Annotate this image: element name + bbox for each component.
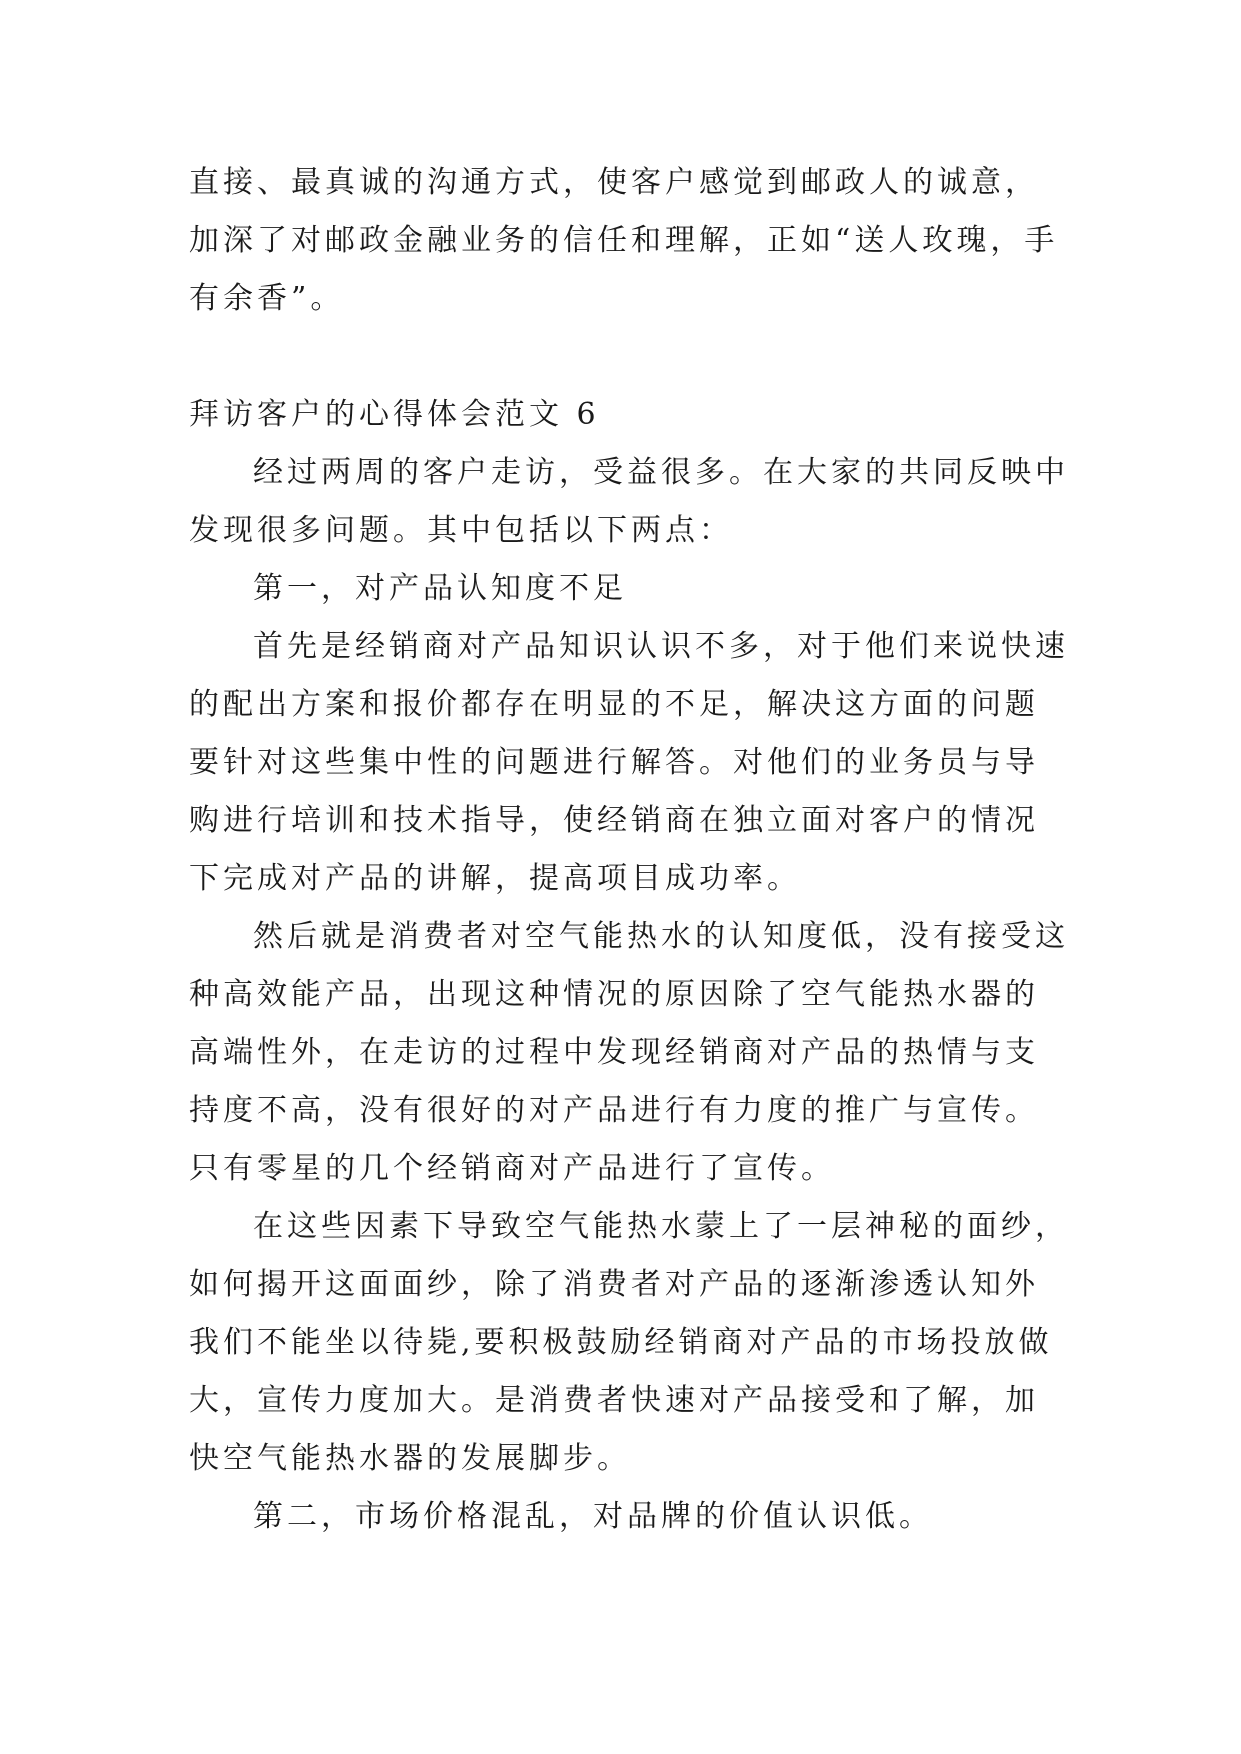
- paragraph-4: 然后就是消费者对空气能热水的认知度低，没有接受这种高效能产品，出现这种情况的原因除了空气能热水器的高端性外，在走访的过程中发现经销商对产品的热情与支持度不高，没有很好的对产品进行有力度的推广与宣传。只有零星的几个经销商对产品进行了宣传。: [189, 919, 1069, 1186]
- section-heading: [189, 386, 1069, 444]
- section-body: [189, 444, 1069, 1546]
- intro-paragraph: [189, 154, 1069, 328]
- paragraph-1: 经过两周的客户走访，受益很多。在大家的共同反映中发现很多问题。其中包括以下两点：: [189, 455, 1069, 548]
- paragraph-6-heading: 第二，市场价格混乱，对品牌的价值认识低。: [253, 1499, 933, 1534]
- intro-text: 直接、最真诚的沟通方式，使客户感觉到邮政人的诚意，加深了对邮政金融业务的信任和理解，正如“送人玫瑰，手有余香”。: [189, 165, 1059, 316]
- section-title: 拜访客户的心得体会范文 6: [189, 397, 600, 432]
- paragraph-3: 首先是经销商对产品知识认识不多，对于他们来说快速的配出方案和报价都存在明显的不足，解决这方面的问题要针对这些集中性的问题进行解答。对他们的业务员与导购进行培训和技术指导，使经销商在独立面对客户的情况下完成对产品的讲解，提高项目成功率。: [189, 629, 1069, 896]
- paragraph-5: 在这些因素下导致空气能热水蒙上了一层神秘的面纱，如何揭开这面面纱，除了消费者对产品的逐渐渗透认知外我们不能坐以待毙,要积极鼓励经销商对产品的市场投放做大，宣传力度加大。是消费者快速对产品接受和了解，加快空气能热水器的发展脚步。: [189, 1209, 1069, 1476]
- paragraph-2-heading: 第一，对产品认知度不足: [253, 571, 627, 606]
